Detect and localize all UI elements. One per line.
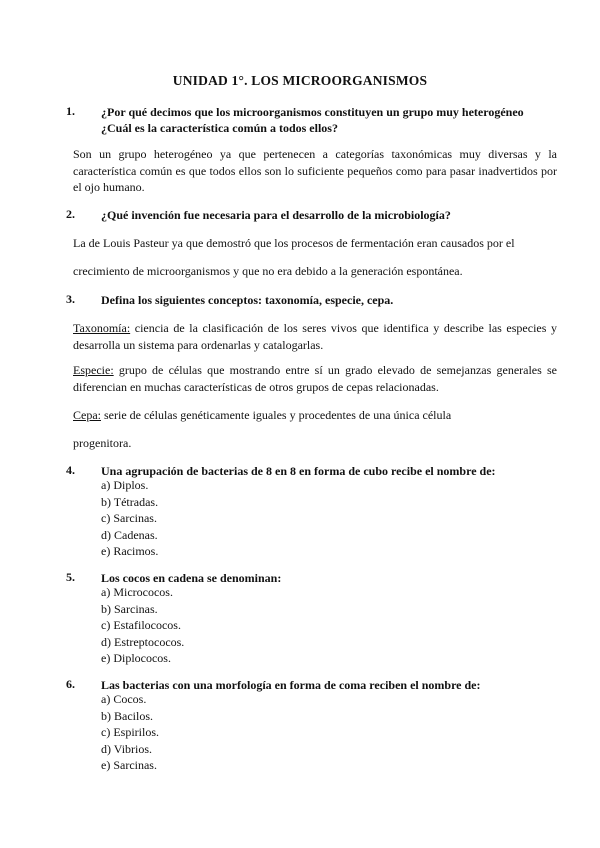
- definition-term: Cepa:: [73, 408, 101, 422]
- question-text: [101, 104, 561, 136]
- option-item: a) Cocos.: [101, 692, 147, 706]
- question-number: 6.: [66, 677, 75, 691]
- option-item: d) Vibrios.: [101, 741, 153, 756]
- definition-text: serie de células genéticamente iguales y procedentes de una única célula: [101, 408, 452, 422]
- definition-especie: [73, 362, 557, 395]
- answer-2-line-1: La de Louis Pasteur ya que demostró que los procesos de fermentación eran causados por el: [73, 236, 515, 250]
- options-list-6: [101, 691, 159, 774]
- question-text: ¿Qué invención fue necesaria para el desarrollo de la microbiología?: [101, 208, 451, 222]
- answer-2-line-2: crecimiento de microorganismos y que no era debido a la generación espontánea.: [73, 264, 463, 278]
- definition-taxonomia: [73, 320, 557, 353]
- definition-cepa: [73, 407, 557, 424]
- option-item: a) Diplos.: [101, 478, 149, 492]
- definition-term: Especie:: [73, 363, 114, 377]
- option-item: b) Sarcinas.: [101, 601, 158, 616]
- question-text: Las bacterias con una morfología en forma de coma reciben el nombre de:: [101, 678, 481, 692]
- question-number: 2.: [66, 207, 75, 221]
- question-number: 5.: [66, 570, 75, 584]
- question-text: Una agrupación de bacterias de 8 en 8 en forma de cubo recibe el nombre de:: [101, 464, 496, 478]
- option-item: e) Sarcinas.: [101, 758, 157, 772]
- option-item: c) Estafilococos.: [101, 618, 181, 632]
- option-item: d) Estreptococos.: [101, 634, 185, 649]
- option-item: c) Espirilos.: [101, 725, 159, 739]
- option-item: e) Racimos.: [101, 544, 159, 558]
- answer-1: Son un grupo heterogéneo ya que pertenecen a categorías taxonómicas muy diversas y la característica común es que todos ellos son lo suficiente pequeños como para pasar inadvertidos por el ojo humano.: [73, 147, 557, 194]
- question-line: ¿Por qué decimos que los microorganismos constituyen un grupo muy heterogéneo: [101, 105, 524, 119]
- options-list-4: [101, 477, 158, 560]
- option-item: c) Sarcinas.: [101, 511, 157, 525]
- question-number: 3.: [66, 292, 75, 306]
- question-number: 1.: [66, 104, 75, 118]
- options-list-5: [101, 584, 184, 667]
- option-item: b) Bacilos.: [101, 708, 153, 723]
- definition-term: Taxonomía:: [73, 321, 131, 335]
- question-text: Defina los siguientes conceptos: taxonomía, especie, cepa.: [101, 293, 394, 307]
- option-item: d) Cadenas.: [101, 527, 158, 542]
- option-item: a) Micrococos.: [101, 585, 173, 599]
- definition-cepa-tail: progenitora.: [73, 436, 132, 450]
- page-title: UNIDAD 1°. LOS MICROORGANISMOS: [172, 73, 428, 88]
- question-text: Los cocos en cadena se denominan:: [101, 571, 282, 585]
- definition-text: grupo de células que mostrando entre sí un grado elevado de semejanzas generales se diferencian en muchas características de otros grupos de cepas relacionadas.: [73, 363, 557, 394]
- definition-text: ciencia de la clasificación de los seres vivos que identifica y describe las especies y desarrolla un sistema para ordenarlas y catalogarlas.: [73, 321, 557, 352]
- question-line: ¿Cuál es la característica común a todos ellos?: [101, 121, 338, 135]
- question-number: 4.: [66, 463, 75, 477]
- option-item: e) Diplococos.: [101, 651, 171, 665]
- option-item: b) Tétradas.: [101, 494, 159, 509]
